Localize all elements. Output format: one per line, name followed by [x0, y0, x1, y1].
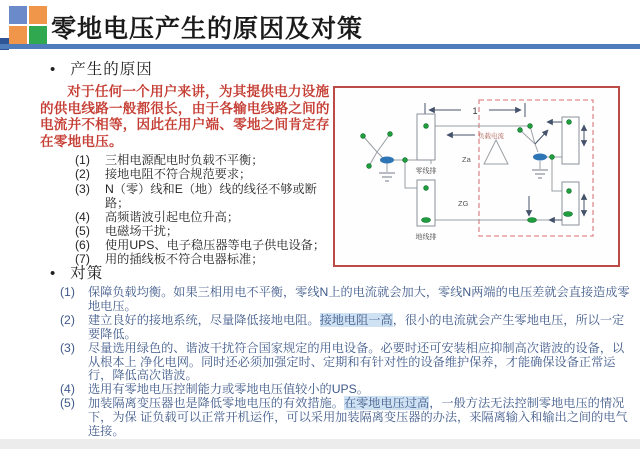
countermeasures-heading: 对策: [70, 265, 104, 282]
dimension-label: 1: [472, 106, 478, 116]
circuit-diagram-svg: [335, 88, 614, 261]
item-text: 保障负载均衡。如果三相用电不平衡，零线N上的电流就会加大，零线N两端的电压差就会直接造成零地电压。: [88, 285, 630, 313]
impedance-label-neutral: Za: [462, 155, 471, 164]
list-item: [60, 314, 632, 342]
item-text: 接地电阻不符合规范要求；: [105, 167, 252, 182]
item-number: (1): [75, 153, 90, 168]
list-item: [75, 182, 336, 210]
item-number: (1): [60, 285, 75, 299]
circuit-diagram: [333, 86, 620, 267]
item-text: 用的插线板不符合电器标准；: [105, 252, 264, 267]
impedance-label-ground: ZG: [458, 199, 469, 208]
item-text: 建立良好的接地系统，尽量降低接地电阻。接地电阻一高，很小的电流就会产生零地电压，所以一定要降低。: [88, 312, 625, 341]
item-number: (4): [60, 382, 75, 397]
neutral-node-right: [533, 154, 547, 161]
list-item: [75, 210, 336, 224]
causes-intro: 对于任何一个用户来讲，为其提供电力设施的供电线路一般都很长，由于各输电线路之间的电流并不相等，因此在用户端、零地之间肯定存在零地电压。: [40, 84, 330, 149]
list-item: [75, 153, 336, 167]
list-item: [75, 224, 336, 238]
item-text: N（零）线和E（地）线的线径不够或断路；: [105, 181, 317, 210]
logo-square-orange-2: [9, 26, 27, 44]
logo-square-green: [29, 26, 47, 44]
section-countermeasures: [0, 261, 638, 439]
countermeasures-list: [60, 286, 632, 439]
item-number: (3): [75, 181, 90, 196]
ground-symbol-right: [532, 170, 548, 178]
ground-symbol-left: [379, 173, 395, 181]
item-number: (2): [75, 167, 90, 182]
item-number: (4): [75, 209, 90, 224]
item-text: 电磁场干扰；: [105, 223, 179, 238]
delta-transformer-icon: [484, 140, 508, 164]
conductors: [426, 126, 562, 220]
footer-strip: [0, 439, 640, 449]
logo-square-orange-1: [29, 6, 47, 24]
causes-heading: 产生的原因: [70, 61, 153, 78]
bullet-glyph: •: [50, 61, 56, 78]
list-item: [60, 397, 632, 439]
item-number: (2): [60, 312, 75, 327]
item-number: (7): [75, 252, 90, 267]
ground-bus-label: 地线排: [415, 234, 437, 241]
page-title: 零地电压产生的原因及对策: [51, 15, 364, 43]
item-text: 尽量选用绿色的、谐波干扰符合国家规定的用电设备。必要时还可安装相应抑制高次谐波的设备，以从根本上 净化电网。同时还必须加强定时、定期和有针对性的设备维护保养，才能确保设备正常运行，降低高次谐波。: [88, 340, 625, 383]
logo-square-blue: [9, 6, 27, 24]
list-item: [60, 286, 632, 314]
item-number: (5): [60, 396, 75, 411]
slide-logo: [9, 6, 47, 44]
item-text: 加装隔离变压器也是降低零地电压的有效措施。在零地电压过高，一般方法无法控制零地电压的情况下，为保 证负载可以正常开机运作，可以采用加装隔离变压器的办法，来隔离输入和输出之间的电气连接。: [88, 396, 628, 439]
load-bus-bottom: [562, 182, 579, 225]
item-number: (5): [75, 223, 90, 238]
neutral-node-left: [380, 157, 394, 164]
item-number: (3): [60, 340, 75, 355]
item-text: 使用UPS、电子稳压器等电子供电设备；: [105, 237, 326, 252]
neutral-bus-bar: [417, 114, 435, 160]
title-rule: [0, 44, 640, 49]
item-text: 高频谐波引起电位升高；: [105, 209, 240, 224]
list-item: [75, 167, 336, 181]
item-number: (6): [75, 237, 90, 252]
item-text: 三相电源配电时负载不平衡；: [105, 153, 264, 168]
bullet-glyph: •: [50, 265, 56, 282]
section-causes: [0, 57, 336, 266]
neutral-bus-label: 零线排: [415, 168, 437, 175]
causes-list: [75, 153, 336, 266]
list-item: [75, 238, 336, 252]
phase-arrow: [535, 130, 548, 144]
list-item: [60, 342, 632, 384]
item-text: 选用有零地电压控制能力或零地电压值较小的UPS。: [88, 382, 369, 397]
load-current-label: 负载电流: [478, 133, 504, 140]
